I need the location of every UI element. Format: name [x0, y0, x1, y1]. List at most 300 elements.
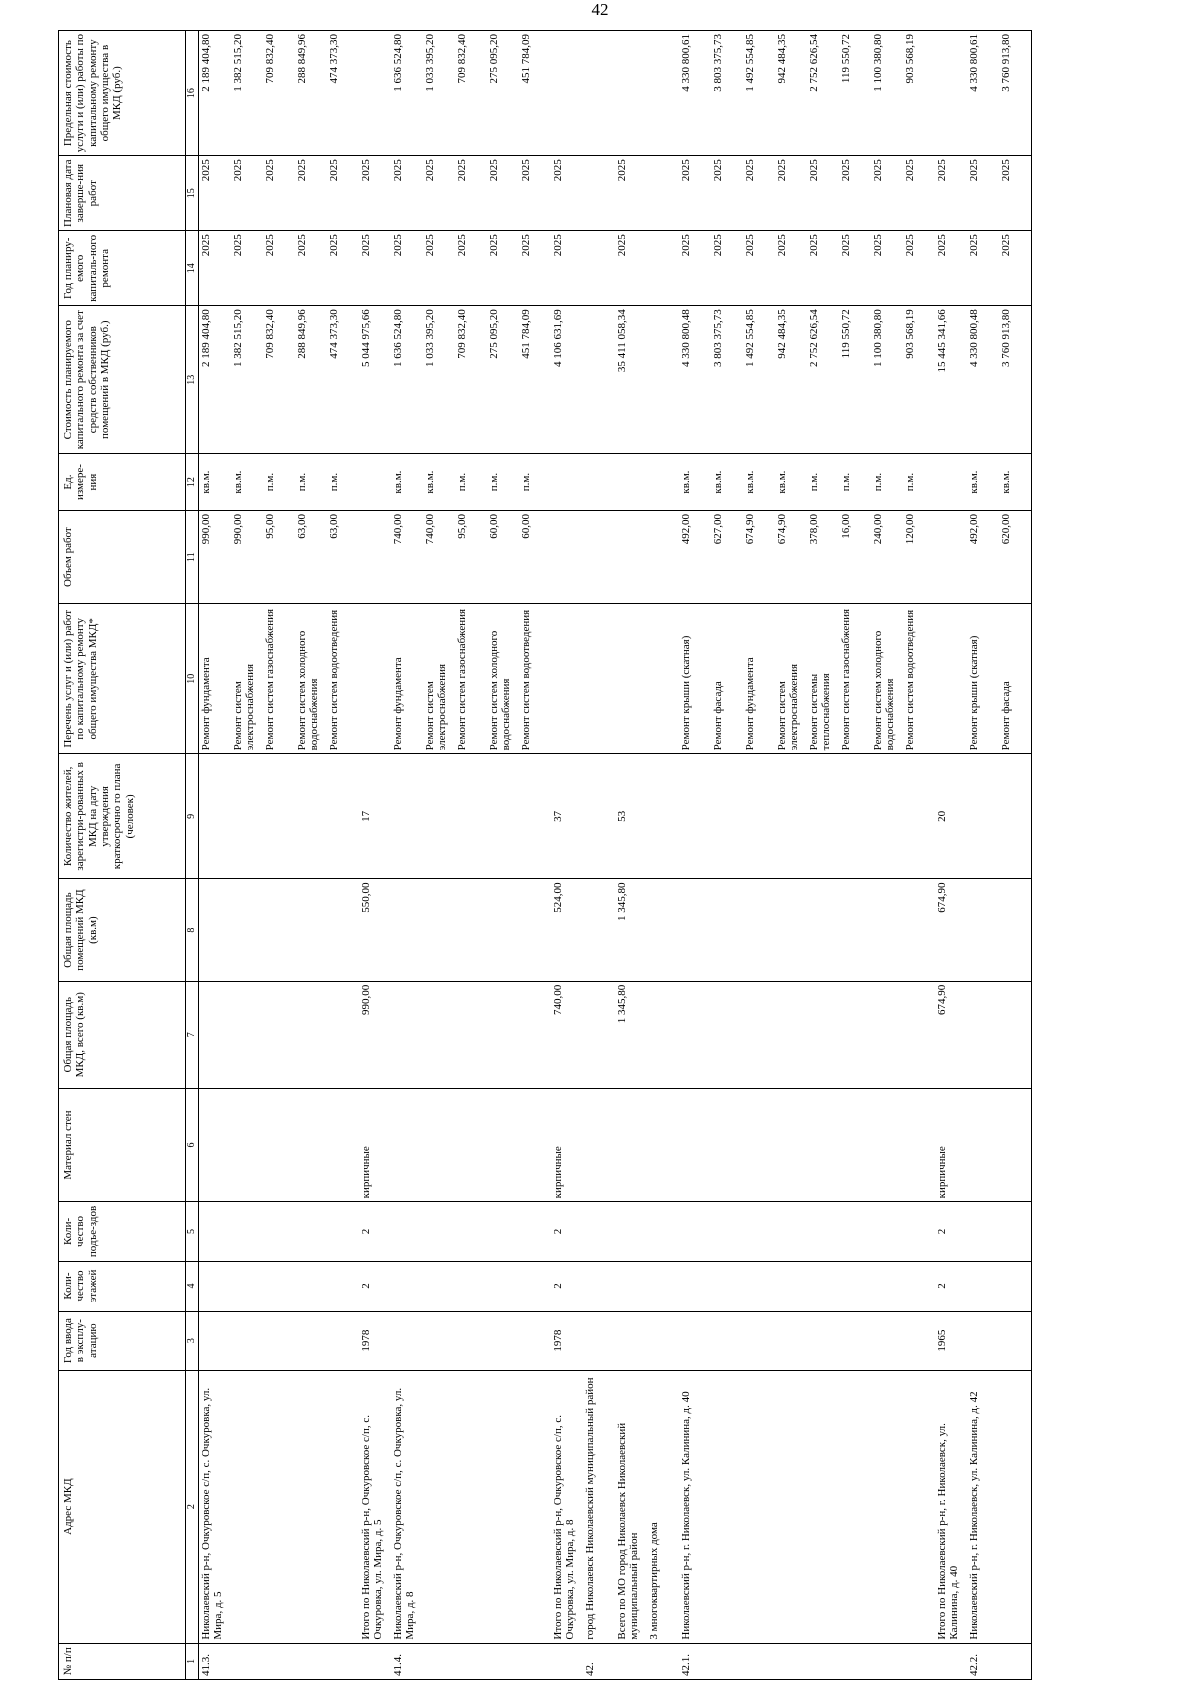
table-cell: Ремонт систем электроснабжения — [231, 604, 263, 754]
table-cell: 2025 — [999, 156, 1032, 231]
table-cell: 674,90 — [935, 981, 967, 1088]
table-cell — [359, 31, 391, 156]
table-cell — [487, 1088, 519, 1202]
column-number-row — [186, 31, 199, 1680]
table-cell: 2 — [551, 1261, 583, 1311]
table-cell — [903, 754, 935, 879]
table-cell: 4 330 800,61 — [967, 31, 999, 156]
table-cell — [455, 754, 487, 879]
table-cell — [871, 1202, 903, 1261]
table-cell — [711, 1261, 743, 1311]
table-row — [935, 31, 967, 1680]
table-cell — [775, 1311, 807, 1370]
table-cell: 17 — [359, 754, 391, 879]
table-cell — [519, 1202, 551, 1261]
table-cell — [871, 879, 903, 981]
table-cell: Николаевский р-н, Очкуровское с/п, с. Очкуровка, ул. Мира, д. 8 — [391, 1370, 423, 1643]
table-cell: кв.м. — [999, 454, 1032, 511]
table-row — [711, 31, 743, 1680]
table-cell — [423, 754, 455, 879]
table-cell — [455, 1261, 487, 1311]
table-cell: 1 492 554,85 — [743, 31, 775, 156]
table-cell — [327, 1261, 359, 1311]
table-cell — [295, 754, 327, 879]
column-number: 11 — [186, 510, 199, 603]
table-cell: п.м. — [807, 454, 839, 511]
table-cell — [647, 510, 679, 603]
table-cell: Ремонт фундамента — [743, 604, 775, 754]
table-cell — [231, 1202, 263, 1261]
table-cell — [903, 1261, 935, 1311]
table-cell — [807, 981, 839, 1088]
table-cell: 3 760 913,80 — [999, 31, 1032, 156]
table-cell — [199, 1202, 232, 1261]
column-header: Общая площадь помещений МКД (кв.м) — [59, 879, 186, 981]
table-cell — [551, 510, 583, 603]
table-cell: 60,00 — [519, 510, 551, 603]
table-cell — [935, 31, 967, 156]
table-cell: 3 803 375,73 — [711, 306, 743, 454]
table-cell — [967, 754, 999, 879]
table-cell — [647, 31, 679, 156]
table-cell — [487, 1202, 519, 1261]
table-row — [551, 31, 583, 1680]
table-cell: 474 373,30 — [327, 306, 359, 454]
table-cell: 709 832,40 — [455, 31, 487, 156]
table-cell: кв.м. — [231, 454, 263, 511]
table-cell: Ремонт систем водоотведения — [327, 604, 359, 754]
table-cell — [295, 981, 327, 1088]
table-cell — [583, 306, 615, 454]
table-cell — [231, 1088, 263, 1202]
table-cell — [615, 1311, 647, 1370]
table-cell — [711, 754, 743, 879]
table-cell — [679, 1311, 711, 1370]
table-cell — [839, 1643, 871, 1679]
table-cell: 2025 — [359, 156, 391, 231]
table-row — [295, 31, 327, 1680]
table-cell — [711, 1370, 743, 1643]
table-cell — [999, 1311, 1032, 1370]
table-cell: Николаевский р-н, г. Николаевск, ул. Калинина, д. 40 — [679, 1370, 711, 1643]
table-cell: Николаевский р-н, Очкуровское с/п, с. Очкуровка, ул. Мира, д. 5 — [199, 1370, 232, 1643]
table-cell: 620,00 — [999, 510, 1032, 603]
column-header: Перечень услуг и (или) работ по капитальному ремонту общего имущества МКД* — [59, 604, 186, 754]
table-cell: 2025 — [839, 156, 871, 231]
table-cell: 2 752 626,54 — [807, 31, 839, 156]
table-cell — [839, 1261, 871, 1311]
table-cell — [583, 231, 615, 306]
table-cell — [487, 754, 519, 879]
table-cell: 1 033 395,20 — [423, 31, 455, 156]
table-cell: Ремонт систем газоснабжения — [839, 604, 871, 754]
table-cell: 2025 — [199, 156, 232, 231]
table-cell: Николаевский р-н, г. Николаевск, ул. Калинина, д. 42 — [967, 1370, 999, 1643]
column-number: 6 — [186, 1088, 199, 1202]
table-cell — [487, 1311, 519, 1370]
table-cell — [359, 510, 391, 603]
table-cell: кирпичные — [359, 1088, 391, 1202]
table-cell: 1978 — [551, 1311, 583, 1370]
table-cell: 2025 — [519, 156, 551, 231]
table-cell — [999, 1202, 1032, 1261]
table-cell — [487, 1370, 519, 1643]
table-cell: 63,00 — [295, 510, 327, 603]
table-row — [583, 31, 615, 1680]
table-cell: кв.м. — [199, 454, 232, 511]
table-cell — [487, 879, 519, 981]
table-row — [679, 31, 711, 1680]
table-cell — [583, 1202, 615, 1261]
column-header: Предельная стоимость услуги и (или) работы по капитальному ремонту общего имущества в МКД (руб.) — [59, 31, 186, 156]
table-cell — [327, 754, 359, 879]
table-cell — [711, 1311, 743, 1370]
table-cell: 378,00 — [807, 510, 839, 603]
table-cell — [231, 1261, 263, 1311]
table-cell: 2025 — [455, 156, 487, 231]
table-cell: 2025 — [615, 231, 647, 306]
table-cell — [551, 31, 583, 156]
table-row — [775, 31, 807, 1680]
table-cell: 2025 — [775, 231, 807, 306]
table-cell: 1 345,80 — [615, 879, 647, 981]
table-cell: 2025 — [679, 231, 711, 306]
table-cell — [647, 156, 679, 231]
column-number: 7 — [186, 981, 199, 1088]
table-cell: 2025 — [615, 156, 647, 231]
table-cell — [263, 1088, 295, 1202]
table-cell — [391, 879, 423, 981]
table-row — [199, 31, 232, 1680]
table-cell: 1965 — [935, 1311, 967, 1370]
table-cell: 492,00 — [967, 510, 999, 603]
table-cell: 524,00 — [551, 879, 583, 981]
table-cell — [263, 754, 295, 879]
table-row — [263, 31, 295, 1680]
table-cell — [327, 1088, 359, 1202]
table-cell: 1 382 515,20 — [231, 306, 263, 454]
table-cell: 2025 — [775, 156, 807, 231]
table-cell — [391, 754, 423, 879]
table-cell: 4 330 800,48 — [679, 306, 711, 454]
table-cell: 120,00 — [903, 510, 935, 603]
table-cell — [519, 1311, 551, 1370]
table-cell: 95,00 — [455, 510, 487, 603]
table-cell — [263, 981, 295, 1088]
table-cell: 2025 — [743, 231, 775, 306]
table-cell: п.м. — [295, 454, 327, 511]
table-cell — [487, 1643, 519, 1679]
column-number: 8 — [186, 879, 199, 981]
table-cell — [359, 454, 391, 511]
table-cell — [775, 981, 807, 1088]
table-cell: 627,00 — [711, 510, 743, 603]
table-cell: город Николаевск Николаевский муниципальный район — [583, 1370, 615, 1643]
table-cell: 2025 — [743, 156, 775, 231]
table-cell — [327, 879, 359, 981]
table-cell — [807, 1261, 839, 1311]
table-cell: 942 484,35 — [775, 31, 807, 156]
repair-plan-table-page — [58, 30, 1198, 1680]
table-cell: Ремонт систем газоснабжения — [455, 604, 487, 754]
table-cell: 35 411 058,34 — [615, 306, 647, 454]
table-cell: Итого по Николаевский р-н, Очкуровское с/п, с. Очкуровка, ул. Мира, д. 8 — [551, 1370, 583, 1643]
table-cell: 674,90 — [935, 879, 967, 981]
table-cell — [647, 981, 679, 1088]
column-number: 12 — [186, 454, 199, 511]
table-cell — [711, 1643, 743, 1679]
table-cell — [839, 754, 871, 879]
table-cell: 2025 — [359, 231, 391, 306]
table-cell — [871, 1311, 903, 1370]
table-cell — [871, 981, 903, 1088]
table-cell: 2025 — [327, 156, 359, 231]
table-cell: п.м. — [327, 454, 359, 511]
table-cell — [647, 1643, 679, 1679]
table-cell: 709 832,40 — [455, 306, 487, 454]
table-row — [743, 31, 775, 1680]
table-cell — [199, 1311, 232, 1370]
table-cell — [647, 306, 679, 454]
table-cell: 4 330 800,48 — [967, 306, 999, 454]
column-number: 3 — [186, 1311, 199, 1370]
table-cell: 740,00 — [423, 510, 455, 603]
table-cell — [423, 1370, 455, 1643]
rotated-page — [58, 30, 1198, 1680]
table-cell — [615, 1261, 647, 1311]
table-cell: 2 189 404,80 — [199, 306, 232, 454]
table-cell — [519, 1261, 551, 1311]
table-cell — [807, 1643, 839, 1679]
table-cell: 4 106 631,69 — [551, 306, 583, 454]
table-cell — [487, 981, 519, 1088]
table-cell — [231, 1311, 263, 1370]
table-cell — [679, 754, 711, 879]
table-cell — [487, 1261, 519, 1311]
table-cell: 5 044 975,66 — [359, 306, 391, 454]
table-cell — [647, 231, 679, 306]
table-cell — [551, 1643, 583, 1679]
table-header-row — [59, 31, 186, 1680]
table-cell — [519, 1370, 551, 1643]
table-cell: 2 — [935, 1261, 967, 1311]
table-cell — [199, 1261, 232, 1311]
table-row — [231, 31, 263, 1680]
table-cell — [871, 1370, 903, 1643]
table-cell: Ремонт крыши (скатная) — [967, 604, 999, 754]
table-cell: 2025 — [551, 231, 583, 306]
table-cell — [647, 754, 679, 879]
table-row — [391, 31, 423, 1680]
table-cell — [647, 454, 679, 511]
table-cell: 674,90 — [775, 510, 807, 603]
table-body — [199, 31, 1032, 1680]
table-cell: 275 095,20 — [487, 306, 519, 454]
table-cell — [743, 1202, 775, 1261]
table-cell: 3 803 375,73 — [711, 31, 743, 156]
column-header: Материал стен — [59, 1088, 186, 1202]
table-cell — [583, 510, 615, 603]
table-cell — [263, 1261, 295, 1311]
table-cell — [775, 1202, 807, 1261]
table-cell: 119 550,72 — [839, 306, 871, 454]
table-cell — [455, 981, 487, 1088]
table-cell — [263, 1311, 295, 1370]
table-cell: 2025 — [423, 156, 455, 231]
table-cell: 2025 — [935, 231, 967, 306]
table-cell: Итого по Николаевский р-н, Очкуровское с/п, с. Очкуровка, ул. Мира, д. 5 — [359, 1370, 391, 1643]
table-cell: 474 373,30 — [327, 31, 359, 156]
table-cell: 1 636 524,80 — [391, 306, 423, 454]
table-cell — [391, 1261, 423, 1311]
table-cell — [903, 1643, 935, 1679]
column-number: 5 — [186, 1202, 199, 1261]
table-cell — [199, 879, 232, 981]
table-cell — [519, 981, 551, 1088]
table-cell: кв.м. — [743, 454, 775, 511]
table-cell — [743, 754, 775, 879]
column-header: Плановая дата заверше-ния работ — [59, 156, 186, 231]
table-row — [359, 31, 391, 1680]
table-cell — [615, 510, 647, 603]
table-cell — [615, 31, 647, 156]
table-cell — [455, 1643, 487, 1679]
table-cell: 37 — [551, 754, 583, 879]
column-header: Объем работ — [59, 510, 186, 603]
table-cell — [935, 510, 967, 603]
table-row — [999, 31, 1032, 1680]
table-row — [327, 31, 359, 1680]
table-cell: 942 484,35 — [775, 306, 807, 454]
table-cell — [359, 1643, 391, 1679]
table-cell — [423, 981, 455, 1088]
table-cell — [711, 981, 743, 1088]
column-header: Ед. измере-ния — [59, 454, 186, 511]
table-cell — [711, 1088, 743, 1202]
table-cell — [967, 981, 999, 1088]
table-cell: кв.м. — [679, 454, 711, 511]
table-cell: Ремонт систем холодного водоснабжения — [295, 604, 327, 754]
table-cell: кирпичные — [551, 1088, 583, 1202]
table-cell — [551, 604, 583, 754]
table-cell — [583, 1088, 615, 1202]
table-cell — [583, 1261, 615, 1311]
table-cell — [743, 1088, 775, 1202]
table-cell: 95,00 — [263, 510, 295, 603]
table-cell — [871, 1643, 903, 1679]
table-cell — [615, 1088, 647, 1202]
table-cell — [519, 754, 551, 879]
table-cell: 2025 — [839, 231, 871, 306]
table-cell: 1 382 515,20 — [231, 31, 263, 156]
table-cell — [967, 879, 999, 981]
table-cell — [583, 454, 615, 511]
table-cell: кв.м. — [423, 454, 455, 511]
table-cell: 2025 — [551, 156, 583, 231]
table-cell — [871, 754, 903, 879]
table-cell: кирпичные — [935, 1088, 967, 1202]
table-cell — [711, 879, 743, 981]
table-cell: 288 849,96 — [295, 306, 327, 454]
table-cell — [743, 1370, 775, 1643]
table-cell — [423, 1311, 455, 1370]
table-cell — [455, 879, 487, 981]
table-cell — [775, 1643, 807, 1679]
table-cell: 2 752 626,54 — [807, 306, 839, 454]
table-cell: 288 849,96 — [295, 31, 327, 156]
column-number: 15 — [186, 156, 199, 231]
column-number: 9 — [186, 754, 199, 879]
table-cell: п.м. — [871, 454, 903, 511]
table-cell — [647, 1088, 679, 1202]
table-cell: 1 636 524,80 — [391, 31, 423, 156]
table-cell — [743, 1261, 775, 1311]
table-cell: 2 189 404,80 — [199, 31, 232, 156]
table-cell — [231, 981, 263, 1088]
table-cell — [391, 981, 423, 1088]
table-cell — [455, 1202, 487, 1261]
table-cell: Ремонт систем холодного водоснабжения — [871, 604, 903, 754]
table-cell — [231, 754, 263, 879]
table-cell — [775, 1088, 807, 1202]
table-cell — [327, 981, 359, 1088]
table-row — [871, 31, 903, 1680]
table-cell — [903, 1088, 935, 1202]
table-cell: 2025 — [903, 231, 935, 306]
table-cell — [807, 1202, 839, 1261]
column-number: 4 — [186, 1261, 199, 1311]
table-cell — [679, 1202, 711, 1261]
table-cell — [935, 604, 967, 754]
table-cell — [647, 604, 679, 754]
table-cell: 2025 — [391, 231, 423, 306]
table-cell: 42.2. — [967, 1643, 999, 1679]
table-cell — [807, 1370, 839, 1643]
table-cell: 2025 — [711, 156, 743, 231]
table-cell — [647, 1202, 679, 1261]
table-cell — [519, 1088, 551, 1202]
table-cell: Ремонт систем холодного водоснабжения — [487, 604, 519, 754]
table-cell — [263, 879, 295, 981]
table-cell: 903 568,19 — [903, 306, 935, 454]
table-cell: п.м. — [903, 454, 935, 511]
table-cell: 2025 — [423, 231, 455, 306]
table-cell: 2 — [359, 1261, 391, 1311]
table-cell — [583, 879, 615, 981]
table-cell: 550,00 — [359, 879, 391, 981]
table-cell: 2025 — [263, 156, 295, 231]
table-cell: 2025 — [231, 156, 263, 231]
table-cell — [999, 879, 1032, 981]
table-cell — [711, 1202, 743, 1261]
table-cell — [935, 454, 967, 511]
table-cell: 2025 — [295, 231, 327, 306]
table-cell: 2 — [551, 1202, 583, 1261]
column-header: Коли-чество этажей — [59, 1261, 186, 1311]
table-cell — [967, 1261, 999, 1311]
table-cell: Ремонт систем электроснабжения — [423, 604, 455, 754]
table-cell: 2025 — [935, 156, 967, 231]
table-cell: 1 492 554,85 — [743, 306, 775, 454]
table-cell: 2025 — [679, 156, 711, 231]
table-cell — [551, 454, 583, 511]
table-cell: 709 832,40 — [263, 306, 295, 454]
table-cell: Ремонт фундамента — [199, 604, 232, 754]
table-cell: 41.3. — [199, 1643, 232, 1679]
table-cell — [807, 754, 839, 879]
table-cell: 2 — [935, 1202, 967, 1261]
table-cell: 60,00 — [487, 510, 519, 603]
